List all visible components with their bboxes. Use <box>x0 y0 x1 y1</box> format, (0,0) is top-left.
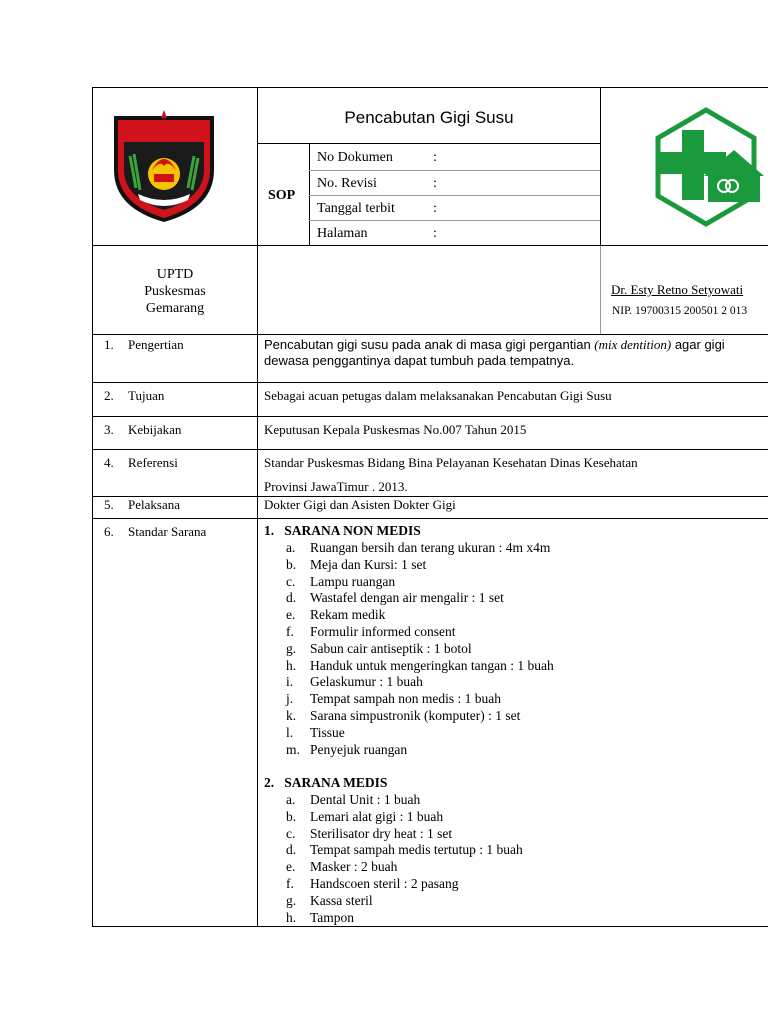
signer-name: Dr. Esty Retno Setyowati <box>611 282 744 297</box>
list-letter: l. <box>286 724 294 740</box>
list-text: Formulir informed consent <box>310 624 456 639</box>
list-text: Tempat sampah medis tertutup : 1 buah <box>310 842 523 858</box>
list-letter: c. <box>286 573 296 589</box>
list-letter: h. <box>286 657 297 673</box>
section-number: 4. <box>104 455 114 470</box>
pengertian-text-a: Pencabutan gigi susu pada anak di masa gigi pergantian <box>264 337 595 352</box>
pelaksana-text: Dokter Gigi dan Asisten Dokter Gigi <box>264 497 456 512</box>
section-number: 5. <box>104 497 114 512</box>
list-letter: e. <box>286 607 296 623</box>
list-letter: j. <box>286 691 294 707</box>
org-name: Gemarang <box>145 301 205 316</box>
section-label-tujuan: Tujuan <box>128 388 165 403</box>
puskesmas-logo-icon <box>644 106 768 230</box>
org-unit: UPTD <box>156 267 194 282</box>
kebijakan-text: Keputusan Kepala Puskesmas No.007 Tahun 2015 <box>264 422 527 437</box>
section-label-pengertian: Pengertian <box>128 337 184 352</box>
list-text: Handuk untuk mengeringkan tangan : 1 buah <box>310 657 554 673</box>
list-text: Handscoen steril : 2 pasang <box>310 876 459 891</box>
list-letter: d. <box>286 590 297 606</box>
pengertian-text-line1 <box>264 337 725 353</box>
section-number: 6. <box>104 524 114 539</box>
list-letter: b. <box>286 808 297 824</box>
meta-label-no-revisi: No. Revisi <box>317 176 377 191</box>
list-letter: d. <box>286 842 297 858</box>
org-type: Puskesmas <box>144 284 206 299</box>
list-letter: a. <box>286 792 296 807</box>
meta-label-halaman: Halaman <box>317 226 368 241</box>
section-number: 2. <box>104 388 114 403</box>
list-letter: k. <box>286 708 297 723</box>
pengertian-text-c: agar gigi <box>671 337 725 352</box>
non-medis-list <box>264 540 764 760</box>
sop-label: SOP <box>268 188 296 203</box>
list-text: Rekam medik <box>310 607 386 623</box>
referensi-text-line2: Provinsi JawaTimur . 2013. <box>264 479 408 494</box>
list-letter: c. <box>286 825 296 841</box>
meta-colon: : <box>433 176 437 191</box>
section-label-standar-sarana: Standar Sarana <box>128 524 207 539</box>
list-text: Sarana simpustronik (komputer) : 1 set <box>310 708 521 723</box>
list-letter: f. <box>286 624 294 639</box>
section-label-referensi: Referensi <box>128 455 178 470</box>
document-title: Pencabutan Gigi Susu <box>344 108 514 127</box>
list-text: Tampon <box>310 909 355 925</box>
list-letter: g. <box>286 640 297 656</box>
list-text: Masker : 2 buah <box>310 859 398 875</box>
list-letter: g. <box>286 892 297 908</box>
meta-colon: : <box>433 226 437 241</box>
list-letter: b. <box>286 556 297 572</box>
list-text: Penyejuk ruangan <box>310 741 408 757</box>
list-text: Dental Unit : 1 buah <box>310 792 421 807</box>
meta-colon: : <box>433 201 437 216</box>
section-label-kebijakan: Kebijakan <box>128 422 182 437</box>
tujuan-text: Sebagai acuan petugas dalam melaksanakan Pencabutan Gigi Susu <box>264 388 612 403</box>
meta-colon: : <box>433 150 437 165</box>
list-letter: h. <box>286 909 297 925</box>
list-text: Ruangan bersih dan terang ukuran : 4m x4m <box>310 540 551 555</box>
signer-nip: NIP. 19700315 200501 2 013 <box>612 305 748 317</box>
list-text: Lemari alat gigi : 1 buah <box>310 808 444 824</box>
meta-label-no-dokumen: No Dokumen <box>317 150 393 165</box>
list-text: Sabun cair antiseptik : 1 botol <box>310 640 472 656</box>
section-number: 3. <box>104 422 114 437</box>
referensi-text-line1: Standar Puskesmas Bidang Bina Pelayanan Kesehatan Dinas Kesehatan <box>264 455 638 470</box>
meta-label-tanggal-terbit: Tanggal terbit <box>317 201 395 216</box>
list-letter: e. <box>286 859 296 875</box>
list-text: Meja dan Kursi: 1 set <box>310 556 427 572</box>
list-letter: f. <box>286 876 294 891</box>
pengertian-term: (mix dentition) <box>594 337 672 352</box>
list-letter: m. <box>286 741 300 757</box>
regional-emblem-icon <box>108 108 220 226</box>
section-number: 1. <box>104 337 114 352</box>
list-letter: a. <box>286 540 296 555</box>
pengertian-text-line2: dewasa penggantinya dapat tumbuh pada tempatnya. <box>264 353 575 368</box>
list-text: Gelaskumur : 1 buah <box>310 674 423 690</box>
list-text: Tempat sampah non medis : 1 buah <box>310 691 502 707</box>
medis-heading: 2. SARANA MEDIS <box>264 775 388 790</box>
section-label-pelaksana: Pelaksana <box>128 497 180 512</box>
list-text: Tissue <box>310 724 345 740</box>
list-text: Lampu ruangan <box>310 573 396 589</box>
list-text: Kassa steril <box>310 892 373 908</box>
list-text: Sterilisator dry heat : 1 set <box>310 825 453 841</box>
medis-list <box>264 792 764 926</box>
non-medis-heading: 1. SARANA NON MEDIS <box>264 523 421 538</box>
list-letter: i. <box>286 674 294 690</box>
list-text: Wastafel dengan air mengalir : 1 set <box>310 590 504 606</box>
